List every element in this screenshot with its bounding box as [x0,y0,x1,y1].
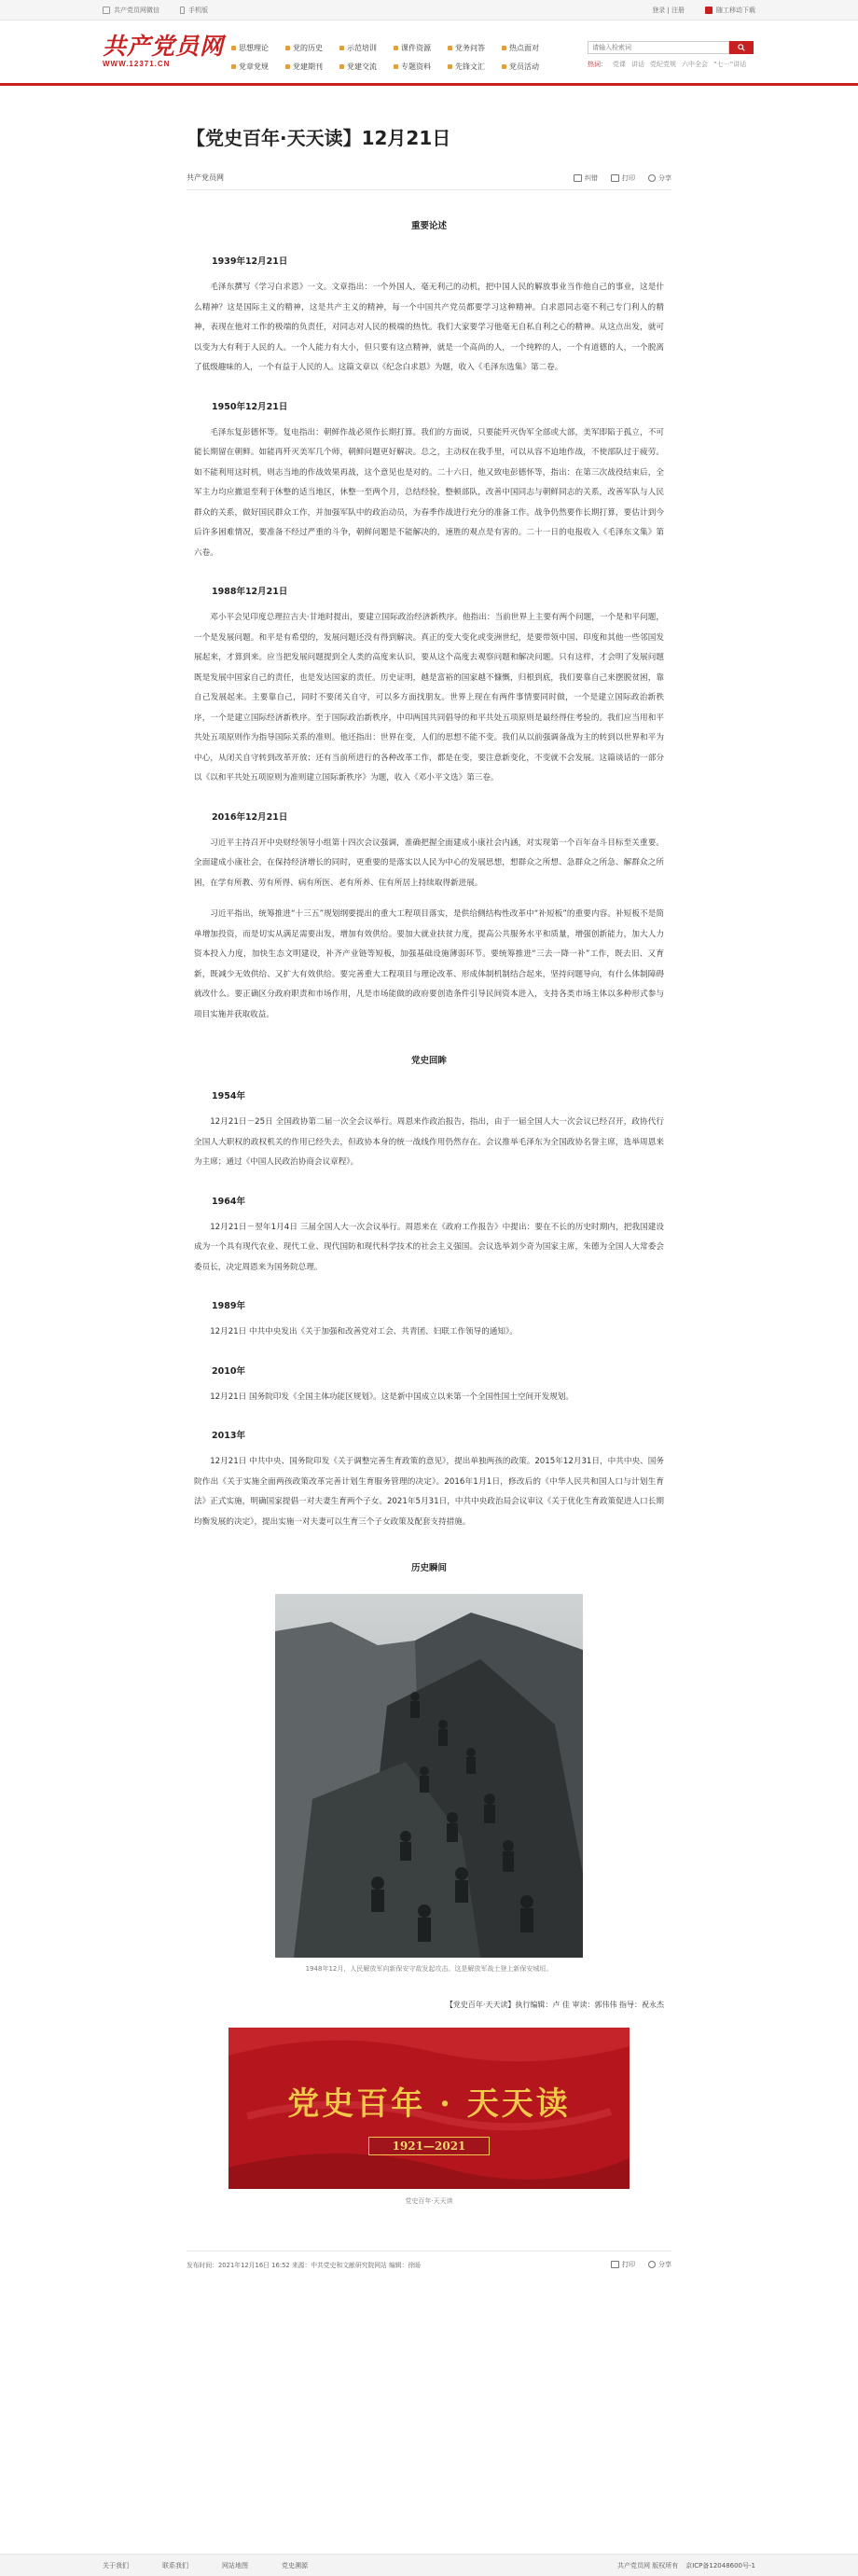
search-button[interactable] [729,41,754,54]
entry-date: 1939年12月21日 [212,256,288,267]
entry-date: 1964年 [212,1196,245,1207]
icp-number[interactable]: 京ICP备12048600号-1 [685,2562,755,2569]
hot-keyword[interactable]: 党课 [613,61,626,68]
entry-date: 2016年12月21日 [212,811,288,823]
article [187,86,671,2269]
hot-keyword[interactable]: 六中全会 [682,61,708,68]
article-source: 共产党员网 [187,173,224,182]
hot-keyword[interactable]: 讲话 [631,61,644,68]
entry-date: 2010年 [212,1365,245,1377]
logo-url: WWW.12371.CN [103,60,171,68]
paragraph: 12月21日 中共中央、国务院印发《关于调整完善生育政策的意见》，提出单独两孩的政策。2015年12月31日，中共中央、国务院作出《关于实施全面两孩政策改革完善计划生育服务管理的决定》。2016年1月1日，修改后的《中华人民共和国人口与计划生育法》正式实施，明确国家提倡一对夫妻生育两个子女。2021年5月31日，中共中央政治局会议审议《关于优化生育政策促进人口长期均衡发展的决定》，提出实施一对夫妻可以生育三个子女政策及配套支持措施。 [194,1457,664,1527]
nav-bullet-icon [394,64,398,69]
nav-bullet-icon [448,46,452,50]
nav-bullet-icon [285,46,290,50]
paragraph: 习近平主持召开中央财经领导小组第十四次会议强调，准确把握全面建成小康社会内涵，对实现第一个百年奋斗目标至关重要。全面建成小康社会，在保持经济增长的同时，更重要的是落实以人民为中心的发展思想，想群众之所想、急群众之所急、解群众之所困，在学有所教、劳有所得、病有所医、老有所养、住有所居上持续取得新进展。 [194,838,664,888]
nav-item[interactable]: 党的历史 [285,43,339,53]
nav-bullet-icon [448,64,452,69]
editor-credits: 【党史百年·天天读】执行编辑：卢 佳 审读：郭伟伟 指导：祝永杰 [445,2001,664,2009]
print-icon [611,174,619,182]
entry-date: 1989年 [212,1301,245,1311]
print-button[interactable]: 打印 [611,2260,635,2269]
logo-text: 共产党员网 [103,33,225,60]
nav-item[interactable]: 先锋文汇 [448,62,502,72]
top-bar [0,0,858,21]
entry-date: 2013年 [212,1431,245,1441]
edit-icon [574,174,582,182]
section-title: 党史回眸 [410,1056,447,1066]
nav-bullet-icon [285,64,290,69]
wechat-link[interactable]: 共产党员网微信 [103,6,159,15]
nav-item[interactable]: 党建期刊 [285,62,339,72]
entry-date: 1988年12月21日 [212,587,288,597]
series-banner [228,2028,630,2189]
share-button[interactable]: 分享 [648,173,671,183]
paragraph: 12月21日 中共中央发出《关于加强和改善党对工会、共青团、妇联工作领导的通知》。 [210,1327,518,1336]
copyright: 共产党员网 版权所有 [616,2562,679,2569]
paragraph: 12月21日－翌年1月4日 三届全国人大一次会议举行。周恩来在《政府工作报告》中提出：要在不长的历史时期内，把我国建设成为一个具有现代农业、现代工业、现代国防和现代科学技术的社会主义强国。会议选举刘少奇为国家主席，朱德为全国人大常委会委员长，决定周恩来为国务院总理。 [194,1222,664,1272]
publish-info: 发布时间：2021年12月16日 16:52 来源：中共党史和文献研究院网站 编辑：徐旸 [187,2262,421,2269]
mobile-link[interactable]: 手机版 [180,6,208,15]
article-tools [574,173,671,183]
paragraph: 习近平指出，统筹推进“十三五”规划纲要提出的重大工程项目落实，是供给侧结构性改革中“补短板”的重要内容。补短板不是简单增加投资，而是切实从满足需要出发，增加有效供给。要加大就业扶贫力度，提高公共服务水平和质量，增强创新能力，加大人力资本投入力度，加快生态文明建设，补齐产业链等短板，加强基础设施薄弱环节。要统筹推进“三去一降一补”工作，既去旧、又育新，既减少无效供给、又扩大有效供给。要完善重大工程项目与理论改革、形成体制机制结合起来，坚持问题导向，有什么体制障碍就改什么。要正确区分政府职责和市场作用，凡是市场能做的政府要创造条件引导民间资本进入，支持各类市场主体以多种形式参与项目实施并获取收益。 [194,909,664,1019]
paragraph: 12月21日－25日 全国政协第二届一次全会议举行。周恩来作政治报告，指出，由于一届全国人大一次会议已经召开，政协代行全国人大职权的政权机关的作用已经失去，但政协本身的统一战线作用仍然存在。会议推举毛泽东为全国政协名誉主席，选举周恩来为主席；通过《中国人民政治协商会议章程》。 [194,1117,664,1167]
hot-keyword[interactable]: “七一”讲话 [713,61,747,68]
nav-item[interactable]: 党章党规 [231,62,285,72]
site-footer [0,2554,858,2576]
wechat-icon [103,7,110,14]
section-title: 重要论述 [410,221,447,231]
footer-link[interactable]: 党史溯源 [282,2562,308,2569]
article-body [187,218,671,2206]
nav-item[interactable]: 思想理论 [231,43,285,53]
entry-date: 1954年 [212,1091,245,1101]
nav-bullet-icon [394,46,398,50]
login-register-link[interactable]: 登录 | 注册 [652,7,685,14]
nav-bullet-icon [502,64,506,69]
historic-photo-image [275,1594,583,1958]
banner-title: 党史百年 · 天天读 [287,2085,571,2123]
nav-bullet-icon [231,64,236,69]
hot-keyword[interactable]: 党纪党规 [650,61,676,68]
nav-bullet-icon [339,64,344,69]
paragraph: 邓小平会见印度总理拉吉夫·甘地时提出，要建立国际政治经济新秩序。他指出：当前世界上主要有两个问题，一个是和平问题，一个是发展问题。和平是有希望的，发展问题还没有得到解决。真正的变大变化或变洲世纪，是要带领中国、印度和其他一些邻国发展起来，才算到来。应当把发展问题提到全人类的高度来认识，要从这个高度去观察问题和解决问题。只有这样，才会明了发展问题既是发展中国家自己的责任，也是发达国家的责任。历史证明，越是富裕的国家越不慷慨，归根到底，我们要靠自己来摆脱贫困，靠自己发展起来。主要靠自己，同时不要闭关自守，可以多方面找朋友。世界上现在有两件事情要同时做，一个是建立国际政治新秩序，一个是建立国际经济新秩序。至于国际政治新秩序，中印两国共同倡导的和平共处五项原则是最经得住考验的。我们应当用和平共处五项原则作为指导国际关系的准则。他还指出：世界在变，人们的思想不能不变。我们从以前强调备战为主的转到以世界和平为中心，从闭关自守转到改革开放；还有当前所进行的各种改革工作，都是在变，要注意新变化，不变就不会发展。这篇谈话的一部分以《以和平共处五项原则为准则建立国际新秩序》为题，收入《邓小平文选》第三卷。 [194,613,664,782]
entry-date: 1950年12月21日 [212,401,288,412]
nav-item[interactable]: 专题资料 [394,62,448,72]
article-meta [187,172,671,190]
share-button[interactable]: 分享 [648,2260,671,2269]
nav-bullet-icon [339,46,344,50]
page-title: 【党史百年·天天读】12月21日 [187,127,451,149]
nav-item[interactable]: 党务问答 [448,43,502,53]
banner-years: 1921—2021 [368,2137,490,2155]
bottom-tools [611,2260,671,2269]
nav-bullet-icon [502,46,506,50]
app-icon [705,7,713,14]
photo-caption: 1948年12月，人民解放军向新保安守敌发起攻击。这是解放军战士登上新保安城垣。 [305,1965,553,1973]
print-button[interactable]: 打印 [611,173,635,183]
app-download-link[interactable]: 随工移动下载 [705,6,755,15]
paragraph: 毛泽东复彭德怀等。复电指出：朝鲜作战必须作长期打算。我们的方面说，只要能歼灭伪军全部或大部，美军即陷于孤立，不可能长期留在朝鲜。如能再歼灭美军几个师，朝鲜问题更好解决。总之，主动权在我手里，可以从容不迫地作战，不使部队过于疲劳。如不能利用这时机，则志当地的作战效果再战，这个意见也是对的。二十六日，他又致电彭德怀等，指出：在第三次战役结束后，全军主力均应撤退至利于休整的适当地区，休整一至两个月，总结经验，整顿部队，改善中国同志与朝鲜同志的关系，改善军队与人民群众的关系，做好国民群众工作，并加强军队中的政治动员，为春季作战进行充分的准备工作。战争仍然要作长期打算，要估计到今后许多困难情况，要准备不经过严重的斗争，朝鲜问题是不能解决的，速胜的观点是有害的。二十一日的电报收入《毛泽东文集》第六卷。 [194,427,664,558]
banner-caption: 党史百年·天天读 [405,2197,453,2205]
footer-link[interactable]: 联系我们 [162,2562,188,2569]
paragraph: 毛泽东撰写《学习白求恩》一文。文章指出：一个外国人，毫无利己的动机，把中国人民的解放事业当作他自己的事业，这是什么精神？这是国际主义的精神，这是共产主义的精神，每一个中国共产党员都要学习这种精神。白求恩同志毫不利己专门利人的精神，表现在他对工作的极端的负责任，对同志对人民的极端的热忱。我们大家要学习他毫无自私自利之心的精神。从这点出发，就可以变为大有利于人民的人。一个人能力有大小，但只要有这点精神，就是一个高尚的人，一个纯粹的人，一个有道德的人，一个脱离了低级趣味的人，一个有益于人民的人。这篇文章以《纪念白求恩》为题，收入《毛泽东选集》第二卷。 [194,283,664,372]
nav-bullet-icon [231,46,236,50]
print-icon [611,2261,619,2268]
historic-photo [275,1594,583,1974]
phone-icon [180,7,185,14]
nav-item[interactable]: 示范培训 [339,43,394,53]
main-nav [231,43,556,72]
footer-link[interactable]: 关于我们 [103,2562,129,2569]
site-logo[interactable] [103,34,224,73]
nav-item[interactable]: 党员活动 [502,62,556,72]
hot-keywords: 热词： 党课 讲话 党纪党规 六中全会 “七一”讲话 [588,61,747,68]
search-input[interactable] [588,41,729,54]
section-title: 历史瞬间 [410,1563,447,1573]
report-error-button[interactable]: 纠错 [574,173,598,183]
site-header [0,21,858,86]
search-icon [738,44,745,51]
nav-item[interactable]: 党建交流 [339,62,394,72]
article-footer-meta [187,2251,671,2269]
search-box [588,41,755,69]
nav-item[interactable]: 课件资源 [394,43,448,53]
share-icon [648,174,656,182]
footer-link[interactable]: 网站地图 [222,2562,248,2569]
paragraph: 12月21日 国务院印发《全国主体功能区规划》。这是新中国成立以来第一个全国性国土空间开发规划。 [210,1392,574,1402]
share-icon [648,2261,656,2268]
nav-item[interactable]: 热点面对 [502,43,556,53]
